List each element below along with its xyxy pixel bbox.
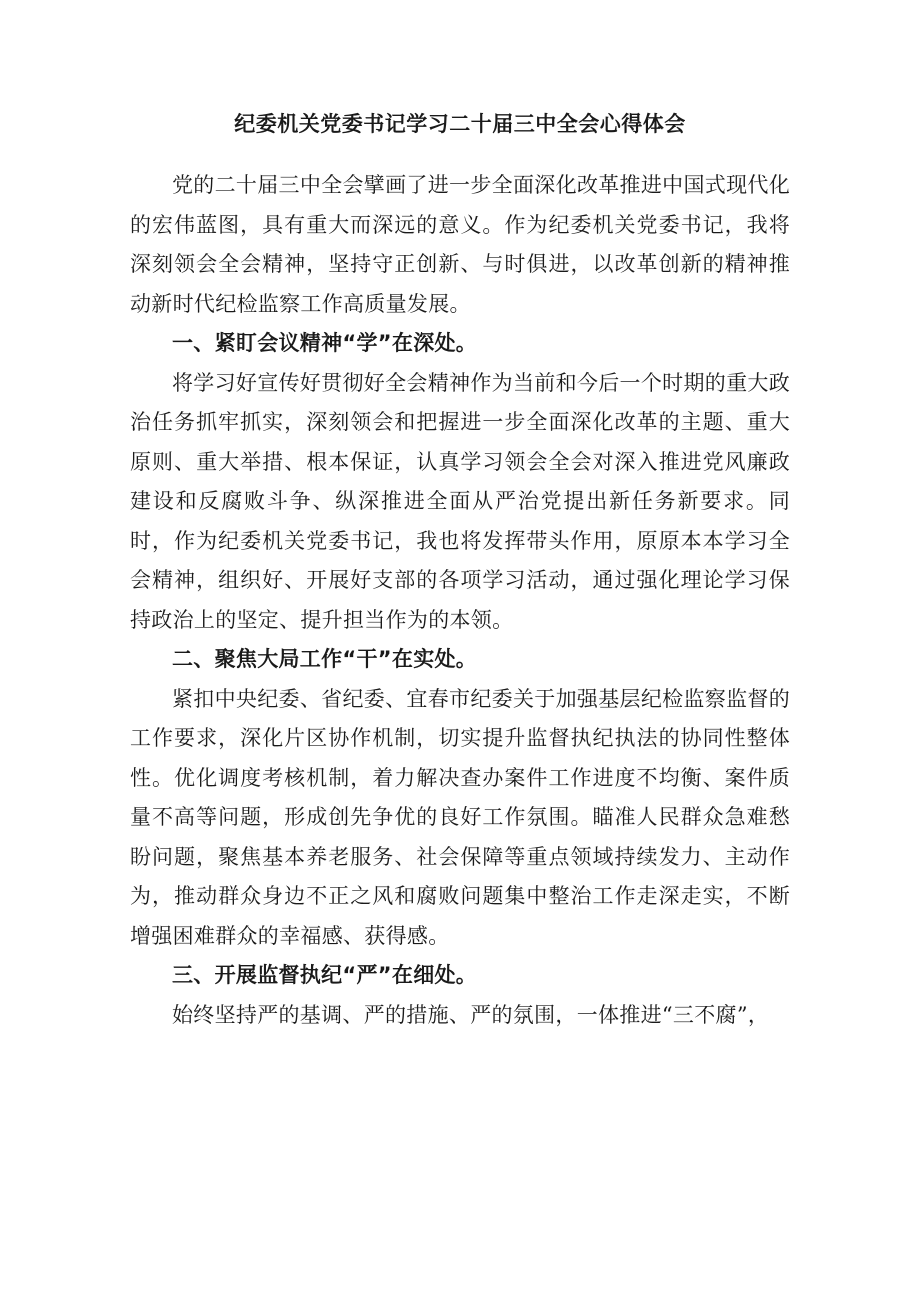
document-body <box>130 166 790 1035</box>
section-1-heading: 一、紧盯会议精神“学”在深处。 <box>172 331 478 355</box>
section-1-paragraph: 将学习好宣传好贯彻好全会精神作为当前和今后一个时期的重大政治任务抓牢抓实，深刻领会和把握进一步全面深化改革的主题、重大原则、重大举措、根本保证，认真学习领会全会对深入推进党风廉政建设和反腐败斗争、纵深推进全面从严治党提出新任务新要求。同时，作为纪委机关党委书记，我也将发挥带头作用，原原本本学习全会精神，组织好、开展好支部的各项学习活动，通过强化理论学习保持政治上的坚定、提升担当作为的本领。 <box>130 370 790 632</box>
intro-paragraph: 党的二十届三中全会擘画了进一步全面深化改革推进中国式现代化的宏伟蓝图，具有重大而深远的意义。作为纪委机关党委书记，我将深刻领会全会精神，坚持守正创新、与时俱进，以改革创新的精神推动新时代纪检监察工作高质量发展。 <box>130 173 790 316</box>
section-2-paragraph: 紧扣中央纪委、省纪委、宜春市纪委关于加强基层纪检监察监督的工作要求，深化片区协作机制，切实提升监督执纪执法的协同性整体性。优化调度考核机制，着力解决查办案件工作进度不均衡、案件质量不高等问题，形成创先争优的良好工作氛围。瞄准人民群众急难愁盼问题，聚焦基本养老服务、社会保障等重点领域持续发力、主动作为，推动群众身边不正之风和腐败问题集中整治工作走深走实，不断增强困难群众的幸福感、获得感。 <box>130 686 790 948</box>
section-3-heading: 三、开展监督执纪“严”在细处。 <box>172 963 478 987</box>
section-3-paragraph: 始终坚持严的基调、严的措施、严的氛围，一体推进“三不腐”， <box>172 1002 770 1027</box>
document-title: 纪委机关党委书记学习二十届三中全会心得体会 <box>234 112 686 136</box>
section-2-heading: 二、聚焦大局工作“干”在实处。 <box>172 647 478 671</box>
